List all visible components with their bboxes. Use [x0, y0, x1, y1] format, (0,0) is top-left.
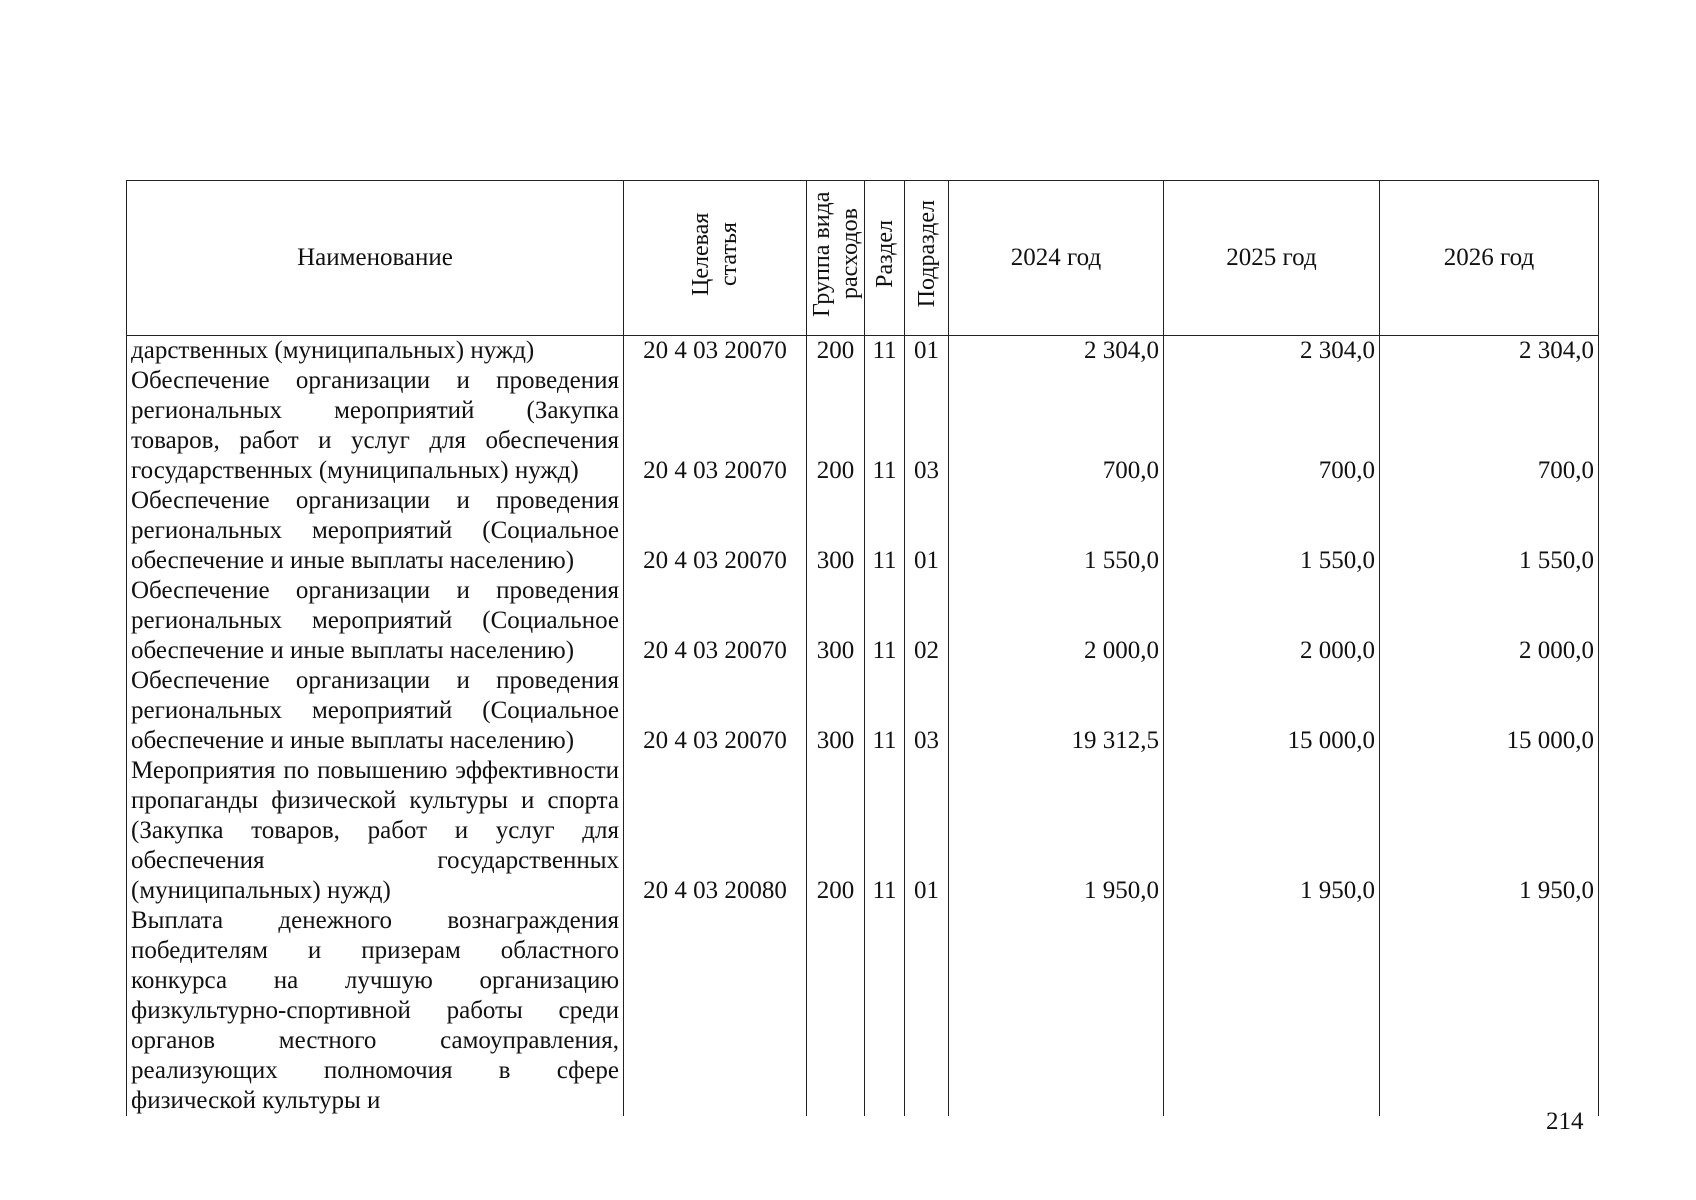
table-row [127, 906, 1599, 1116]
header-target-article: Целевая статья [624, 181, 807, 336]
cell-y2025: 700,0 [1164, 366, 1380, 486]
cell-y2024: 700,0 [949, 366, 1164, 486]
table-row [127, 366, 1599, 486]
cell-y2026: 700,0 [1380, 366, 1599, 486]
cell-name: Обеспечение организации и проведения региональных мероприятий (Социальное обеспечение и иные выплаты населению) [127, 576, 624, 666]
cell-section: 11 [865, 486, 905, 576]
header-name: Наименование [127, 181, 624, 336]
cell-y2025 [1164, 906, 1380, 1116]
cell-y2026 [1380, 906, 1599, 1116]
table-row [127, 576, 1599, 666]
cell-y2024: 1 550,0 [949, 486, 1164, 576]
cell-subsection: 01 [905, 486, 949, 576]
cell-group [807, 906, 865, 1116]
cell-y2024: 1 950,0 [949, 756, 1164, 906]
cell-name: Мероприятия по повышению эффективности пропаганды физической культуры и спорта (Закупка товаров, работ и услуг для обеспечения государственных (муниципальных) нужд) [127, 756, 624, 906]
cell-y2025: 2 304,0 [1164, 336, 1380, 367]
cell-group: 300 [807, 666, 865, 756]
cell-subsection: 01 [905, 336, 949, 367]
cell-subsection [905, 906, 949, 1116]
cell-y2026: 2 304,0 [1380, 336, 1599, 367]
header-subsection: Подраздел [905, 181, 949, 336]
header-year-2025: 2025 год [1164, 181, 1380, 336]
cell-y2025: 2 000,0 [1164, 576, 1380, 666]
cell-name: дарственных (муниципальных) нужд) [127, 336, 624, 367]
cell-y2026: 15 000,0 [1380, 666, 1599, 756]
cell-subsection: 03 [905, 666, 949, 756]
cell-y2026: 1 550,0 [1380, 486, 1599, 576]
cell-y2024: 2 304,0 [949, 336, 1164, 367]
cell-section: 11 [865, 666, 905, 756]
cell-group: 200 [807, 756, 865, 906]
header-year-2026: 2026 год [1380, 181, 1599, 336]
cell-y2024 [949, 906, 1164, 1116]
cell-article: 20 4 03 20070 [624, 336, 807, 367]
cell-y2024: 2 000,0 [949, 576, 1164, 666]
table-row [127, 756, 1599, 906]
header-year-2024: 2024 год [949, 181, 1164, 336]
cell-y2025: 15 000,0 [1164, 666, 1380, 756]
table-row [127, 486, 1599, 576]
cell-group: 200 [807, 336, 865, 367]
table-row [127, 666, 1599, 756]
cell-article: 20 4 03 20070 [624, 576, 807, 666]
header-expense-group: Группа вида расходов [807, 181, 865, 336]
budget-table [126, 180, 1599, 1116]
table-header-row [127, 181, 1599, 336]
cell-group: 300 [807, 576, 865, 666]
cell-section [865, 906, 905, 1116]
page-number: 214 [1546, 1108, 1584, 1135]
cell-article: 20 4 03 20070 [624, 666, 807, 756]
cell-article: 20 4 03 20070 [624, 366, 807, 486]
cell-name: Выплата денежного вознаграждения победителям и призерам областного конкурса на лучшую организацию физкультурно-спортивной работы среди органов местного самоуправления, реализующих полномочия в сфере физической культуры и [127, 906, 624, 1116]
cell-name: Обеспечение организации и проведения региональных мероприятий (Социальное обеспечение и иные выплаты населению) [127, 486, 624, 576]
cell-subsection: 03 [905, 366, 949, 486]
cell-section: 11 [865, 576, 905, 666]
cell-group: 200 [807, 366, 865, 486]
cell-name: Обеспечение организации и проведения региональных мероприятий (Социальное обеспечение и иные выплаты населению) [127, 666, 624, 756]
cell-y2025: 1 550,0 [1164, 486, 1380, 576]
cell-section: 11 [865, 756, 905, 906]
cell-section: 11 [865, 336, 905, 367]
cell-y2024: 19 312,5 [949, 666, 1164, 756]
cell-y2026: 1 950,0 [1380, 756, 1599, 906]
cell-subsection: 02 [905, 576, 949, 666]
cell-group: 300 [807, 486, 865, 576]
table-row [127, 336, 1599, 367]
cell-subsection: 01 [905, 756, 949, 906]
cell-y2026: 2 000,0 [1380, 576, 1599, 666]
cell-y2025: 1 950,0 [1164, 756, 1380, 906]
cell-article: 20 4 03 20070 [624, 486, 807, 576]
cell-section: 11 [865, 366, 905, 486]
header-section: Раздел [865, 181, 905, 336]
cell-article: 20 4 03 20080 [624, 756, 807, 906]
cell-article [624, 906, 807, 1116]
cell-name: Обеспечение организации и проведения региональных мероприятий (Закупка товаров, работ и услуг для обеспечения государственных (муниципальных) нужд) [127, 366, 624, 486]
